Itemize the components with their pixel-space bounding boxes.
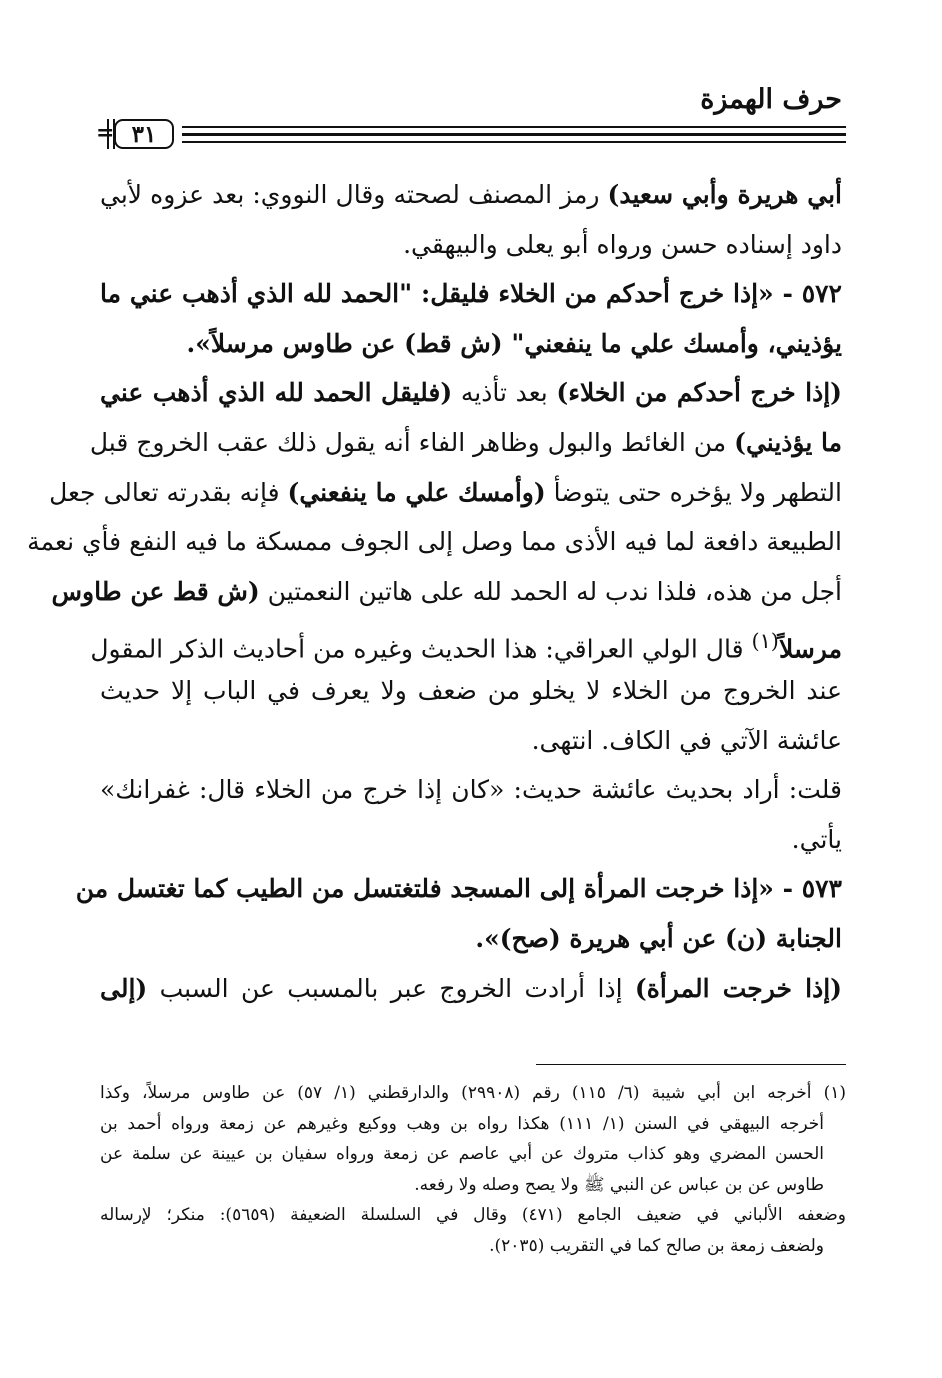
- text-segment: بعد تأذيه: [452, 378, 557, 408]
- bold-text: الجنابة (ن) عن أبي هريرة (صح)».: [475, 924, 842, 953]
- footnote-line: [100, 1200, 846, 1232]
- bold-text: (إذا خرجت المرأة): [634, 973, 842, 1003]
- bold-text: ٥٧٢ - «إذا خرج أحدكم من الخلاء فليقل: "الحمد لله الذي أذهب عني ما: [100, 279, 842, 309]
- footnote-line: [100, 1109, 824, 1141]
- text-line: [49, 473, 842, 517]
- text-segment: عائشة الآتي في الكاف. انتهى.: [531, 725, 842, 755]
- text-segment: يأتي.: [791, 824, 842, 854]
- running-title: حرف الهمزة: [700, 84, 842, 115]
- rule-line: [182, 133, 846, 136]
- text-segment: الطبيعة دافعة لما فيه الأذى مما وصل إلى الجوف ممسكة ما فيه النفع فأي نعمة: [27, 527, 842, 557]
- text-line: [27, 522, 842, 566]
- text-segment: من الغائط والبول وظاهر الفاء أنه يقول ذلك عقب الخروج قبل: [89, 428, 735, 457]
- rule-line: [182, 141, 846, 143]
- text-segment: وضعفه الألباني في ضعيف الجامع (٤٧١) وقال في السلسلة الضعيفة (٥٦٥٩): منكر؛ لإرساله: [100, 1205, 847, 1226]
- footnote-marker: (١): [751, 629, 779, 654]
- text-segment: أجل من هذه، فلذا ندب له الحمد لله على هاتين النعمتين: [259, 576, 842, 606]
- text-segment: فإنه بقدرته تعالى جعل: [49, 477, 288, 507]
- text-line: [75, 869, 842, 913]
- footnote-line: [100, 1170, 824, 1202]
- text-segment: الحسن المضري وهو كذاب متروك عن أبي عاصم عن زمعة ورواه سفيان بن عيينة عن سلمة عن: [100, 1144, 824, 1165]
- bold-text: مرسلاً: [778, 634, 842, 664]
- page-number: ٣١: [114, 119, 174, 149]
- footnote-separator: [536, 1064, 846, 1065]
- text-segment: إذا أرادت الخروج عبر بالمسبب عن السبب: [147, 973, 635, 1003]
- text-line: [100, 820, 842, 864]
- text-segment: قلت: أراد بحديث عائشة حديث: «كان إذا خرج من الخلاء قال: غفرانك»: [100, 775, 842, 805]
- text-line: [100, 225, 842, 269]
- text-line: [100, 969, 842, 1013]
- bold-text: (وأمسك علي ما ينفعني): [287, 477, 546, 507]
- text-line: [100, 671, 842, 715]
- text-line: [100, 721, 842, 765]
- bold-text: يؤذيني، وأمسك علي ما ينفعني" (ش قط) عن طاوس مرسلاً».: [186, 328, 842, 358]
- rule-line: [182, 126, 846, 128]
- text-segment: عند الخروج من الخلاء لا يخلو من ضعف ولا يعرف في الباب إلا حديث: [100, 676, 842, 705]
- text-segment: رمز المصنف لصحته وقال النووي: بعد عزوه لأبي: [100, 180, 608, 209]
- text-line: [100, 175, 842, 219]
- footnote-line: [100, 1078, 846, 1110]
- bold-text: ٥٧٣ - «إذا خرجت المرأة إلى المسجد فلتغتسل من الطيب كما تغتسل من: [75, 874, 842, 904]
- text-line: [89, 423, 842, 467]
- bold-text: (فليقل الحمد لله الذي أذهب عني: [100, 378, 453, 408]
- text-segment: أخرجه البيهقي في السنن (١/ ١١١) هكذا رواه بن وهب ووكيع وغيرهم عن زمعة ورواه أحمد بن: [100, 1113, 824, 1134]
- text-line: [100, 324, 842, 368]
- text-segment: (١) أخرجه ابن أبي شيبة (٦/ ١١٥) رقم (٢٩٩٠٨) والدارقطني (١/ ٥٧) عن طاوس مرسلاً، وكذا: [100, 1083, 846, 1103]
- bold-text: (إذا خرج أحدكم من الخلاء): [556, 378, 842, 408]
- page-number-mark: =: [96, 120, 115, 146]
- bold-text: أبي هريرة وأبي سعيد): [607, 180, 842, 209]
- text-line: [100, 919, 842, 963]
- text-line: [100, 373, 842, 417]
- text-segment: قال الولي العراقي: هذا الحديث وغيره من أحاديث الذكر المقول: [90, 634, 752, 664]
- text-segment: التطهر ولا يؤخره حتى يتوضأ: [545, 477, 842, 507]
- text-line: [100, 770, 842, 814]
- footnote-line: [100, 1139, 824, 1171]
- text-line: [100, 274, 842, 318]
- footnote-line: [100, 1231, 824, 1263]
- text-segment: طاوس عن بن عباس عن النبي ﷺ ولا يصح وصله ولا رفعه.: [414, 1174, 824, 1195]
- text-line: [51, 572, 842, 616]
- bold-text: (ش قط عن طاوس: [51, 576, 260, 606]
- header-rule: [96, 118, 846, 154]
- text-segment: داود إسناده حسن ورواه أبو يعلى والبيهقي.: [403, 229, 842, 259]
- bold-text: ما يؤذيني): [734, 428, 842, 457]
- text-line: [90, 621, 842, 665]
- bold-text: (إلى: [100, 973, 148, 1003]
- text-segment: ولضعف زمعة بن صالح كما في التقريب (٢٠٣٥).: [489, 1236, 824, 1256]
